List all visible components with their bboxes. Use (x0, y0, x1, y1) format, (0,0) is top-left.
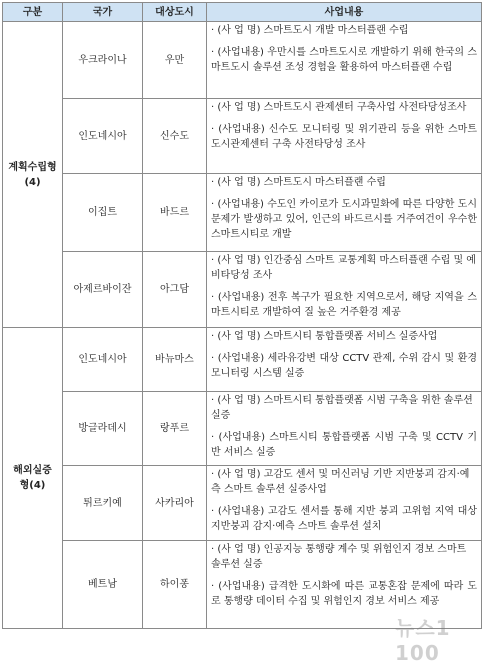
project-name: · (사 업 명) 인공지능 통행량 계수 및 위험인지 경보 스마트 솔루션 실증 (211, 544, 467, 570)
header-city: 대상도시 (143, 3, 207, 22)
header-business: 사업내용 (207, 3, 482, 22)
project-description: · (사업내용) 신수도 모니터링 및 위기관리 등을 위한 스마트 도시관제센터 구축 사전타당성 조사 (211, 124, 477, 150)
project-description: · (사업내용) 고감도 센서를 통해 지반 붕괴 고위험 지역 대상 지반붕괴 감지·예측 스마트 솔루션 설치 (211, 506, 477, 532)
group-label: 계획수립형 (8, 161, 57, 173)
country-cell: 베트남 (63, 541, 143, 629)
country-cell: 아제르바이잔 (63, 252, 143, 328)
business-cell (207, 99, 482, 174)
business-cell (207, 466, 482, 541)
project-name: · (사 업 명) 고감도 센서 및 머신러닝 기반 지반붕괴 감지·예측 스마트 솔루션 실증사업 (211, 469, 470, 495)
group-label-line2: 형(4) (19, 480, 46, 491)
city-cell: 신수도 (143, 99, 207, 174)
business-cell (207, 252, 482, 328)
group-pilot-cell (3, 328, 63, 629)
city-cell: 바뉴마스 (143, 328, 207, 392)
country-cell: 우크라이나 (63, 22, 143, 99)
table-row (3, 22, 482, 99)
watermark-logo: 뉴스1 100 (395, 616, 451, 665)
city-cell: 랑푸르 (143, 392, 207, 466)
header-category: 구분 (3, 3, 63, 22)
table-row (3, 466, 482, 541)
business-cell (207, 174, 482, 252)
city-cell: 우만 (143, 22, 207, 99)
project-description: · (사업내용) 스마트시티 통합플랫폼 시범 구축 및 CCTV 기반 서비스 실증 (211, 432, 477, 458)
city-cell: 하이퐁 (143, 541, 207, 629)
country-cell: 이집트 (63, 174, 143, 252)
project-name: · (사 업 명) 스마트시티 통합플랫폼 시범 구축을 위한 솔루션 실증 (211, 395, 473, 421)
project-description: · (사업내용) 급격한 도시화에 따른 교통혼잡 문제에 따라 도로 통행량 데이터 수집 및 위험인지 경보 서비스 제공 (211, 581, 477, 607)
business-cell (207, 22, 482, 99)
project-name: · (사 업 명) 스마트도시 관제센터 구축사업 사전타당성조사 (211, 102, 467, 113)
project-description: · (사업내용) 전후 복구가 필요한 지역으로서, 해당 지역을 스마트시티로 개발하여 질 높은 거주환경 제공 (211, 292, 477, 318)
country-cell: 인도네시아 (63, 328, 143, 392)
business-cell (207, 328, 482, 392)
project-name: · (사 업 명) 스마트도시 개발 마스터플랜 수립 (211, 25, 409, 36)
city-cell: 아그담 (143, 252, 207, 328)
table-row (3, 99, 482, 174)
country-cell: 인도네시아 (63, 99, 143, 174)
project-description: · (사업내용) 우만시를 스마트도시로 개발하기 위해 한국의 스마트도시 솔루션 조성 경험을 활용하여 마스터플랜 수립 (211, 47, 477, 73)
project-description: · (사업내용) 수도인 카이로가 도시과밀화에 따른 다양한 도시문제가 발생하고 있어, 인근의 바드르시를 거주여건이 우수한 스마트시티로 개발 (211, 199, 477, 240)
country-cell: 튀르키예 (63, 466, 143, 541)
table-row (3, 392, 482, 466)
project-description: · (사업내용) 세라유강변 대상 CCTV 관제, 수위 감시 및 환경 모니터링 시스템 실증 (211, 353, 477, 379)
group-count: (4) (24, 176, 41, 188)
project-name: · (사 업 명) 스마트시티 통합플랫폼 서비스 실증사업 (211, 331, 438, 342)
header-row (3, 3, 482, 22)
group-label: 해외실증 (13, 465, 52, 476)
project-name: · (사 업 명) 스마트도시 마스터플랜 수립 (211, 177, 386, 188)
table-row (3, 328, 482, 392)
city-cell: 사카리아 (143, 466, 207, 541)
business-cell (207, 392, 482, 466)
city-cell: 바드르 (143, 174, 207, 252)
table-row (3, 174, 482, 252)
header-country: 국가 (63, 3, 143, 22)
project-name: · (사 업 명) 인간중심 스마트 교통계획 마스터플랜 수립 및 예비타당성 조사 (211, 255, 476, 281)
country-cell: 방글라데시 (63, 392, 143, 466)
group-planning-cell (3, 22, 63, 328)
table-row (3, 252, 482, 328)
project-table (2, 2, 482, 629)
